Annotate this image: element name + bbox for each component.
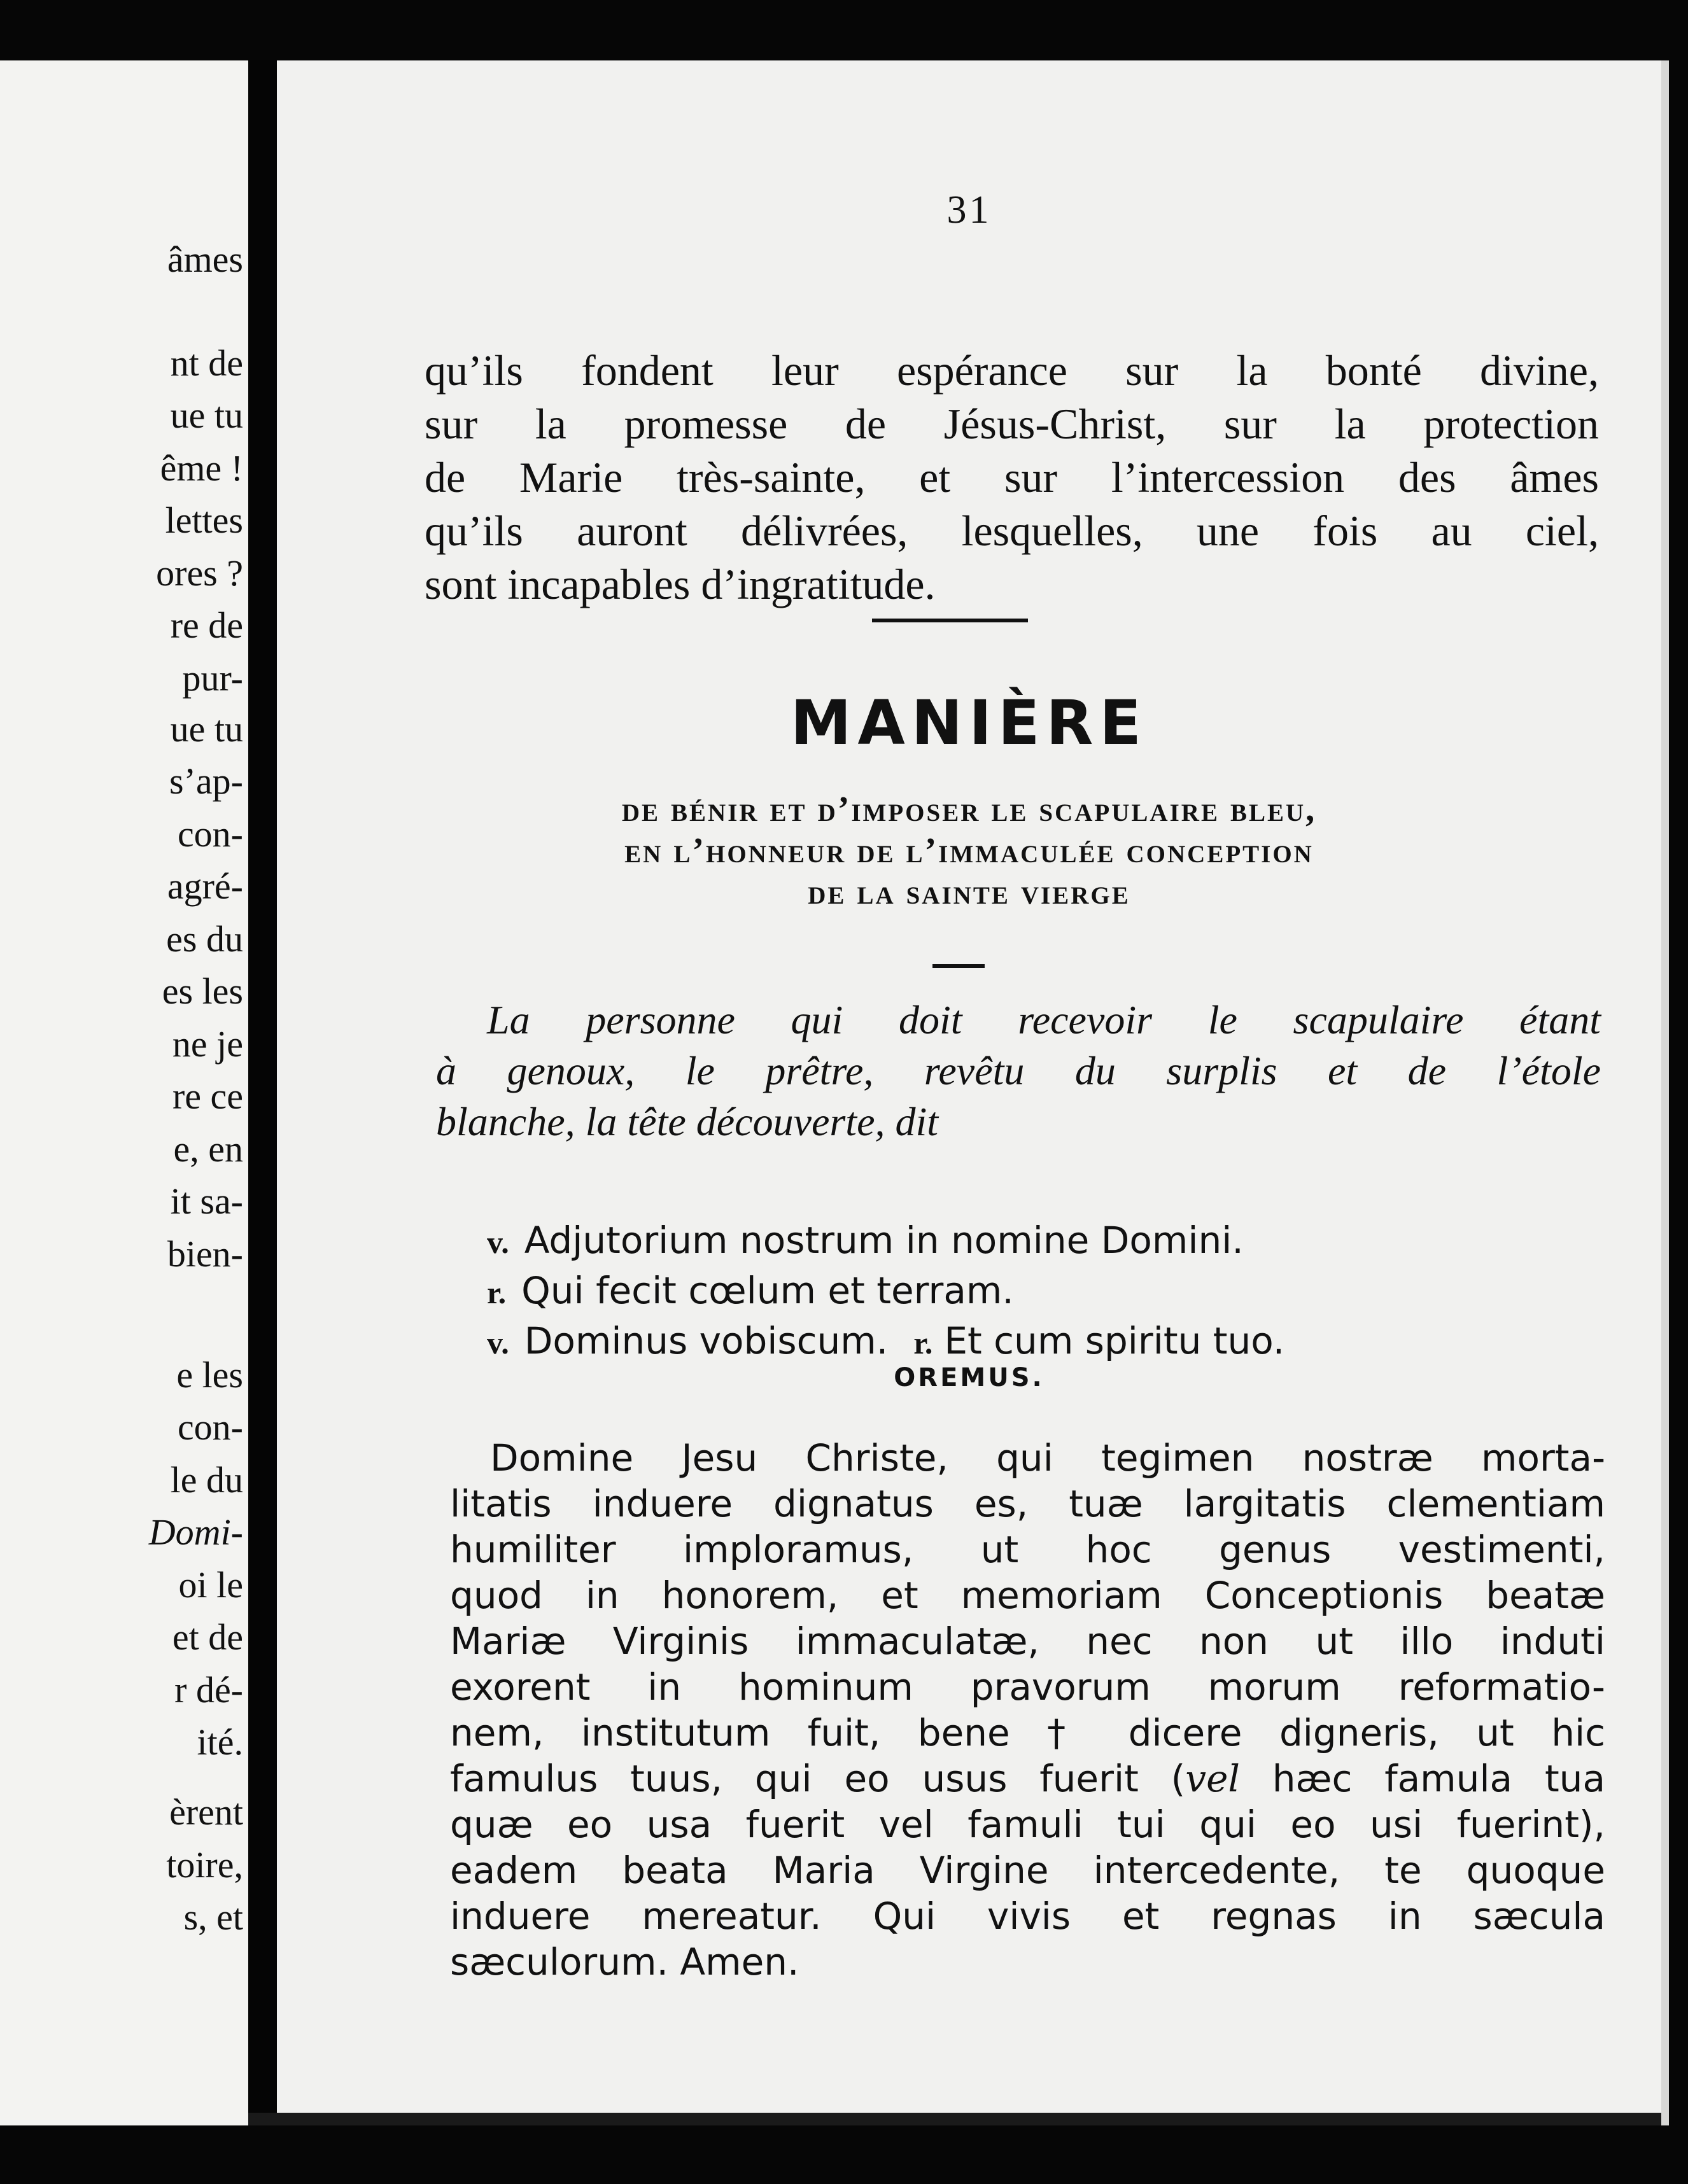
left-page-text-fragment: it sa- (170, 1180, 243, 1222)
intro-line: sont incapables d’ingratitude. (425, 560, 936, 608)
prayer-line: Domine Jesu Christe, qui tegimen nostræ morta- (490, 1436, 1605, 1480)
prayer-line: litatis induere dignatus es, tuæ largitatis clementiam (450, 1482, 1605, 1525)
response-marker: r. (487, 1275, 507, 1310)
oremus-heading: OREMUS. (894, 1363, 1044, 1392)
left-page-text-fragment: e les (176, 1354, 243, 1396)
page-edge (1661, 60, 1669, 2125)
left-page-text-fragment: re de (170, 605, 243, 646)
prayer-text-part: famulus tuus, qui eo usus fuerit ( (450, 1757, 1186, 1800)
left-page-text-fragment: es du (166, 918, 243, 960)
left-page-text-fragment: èrent (169, 1791, 243, 1833)
versicle-line (487, 1217, 1244, 1265)
left-page-text-fragment: r dé- (174, 1669, 243, 1711)
response-marker: r. (913, 1325, 933, 1361)
left-page-text-fragment: âmes (167, 239, 243, 280)
left-page-text-fragment: Domi- (148, 1511, 243, 1553)
book-gutter (248, 60, 277, 2125)
page-number: 31 (946, 188, 992, 232)
left-page-text-fragment: nt de (170, 342, 243, 384)
left-page-text-fragment: agré- (167, 865, 243, 907)
prayer-text-part: hæc famula tua (1239, 1757, 1605, 1800)
prayer-line: nem, institutum fuit, bene † dicere digneris, ut hic (450, 1711, 1605, 1754)
response-text: Qui fecit cœlum et terram. (521, 1269, 1014, 1312)
left-page-text-fragment: ue tu (170, 395, 243, 436)
intro-line: qu’ils fondent leur espérance sur la bonté divine, (425, 346, 1599, 395)
prayer-line: exorent in hominum pravorum morum reformatio- (450, 1665, 1605, 1709)
versicle-marker: v. (487, 1224, 509, 1260)
section-subtitle-line: de la sainte vierge (808, 872, 1130, 912)
left-page-text-fragment: e, en (173, 1128, 243, 1170)
prayer-line: sæculorum. Amen. (450, 1940, 799, 1984)
prayer-line: eadem beata Maria Virgine intercedente, te quoque (450, 1849, 1605, 1892)
versicle-marker: v. (487, 1325, 509, 1361)
left-page-text-fragment: ne je (172, 1023, 243, 1065)
left-page-text-fragment: oi le (178, 1564, 243, 1606)
intro-line: de Marie très-sainte, et sur l’intercession des âmes (425, 453, 1599, 501)
left-page-text-fragment: ité. (197, 1721, 243, 1763)
prayer-line (450, 1756, 1605, 1802)
versicle-text: Adjutorium nostrum in nomine Domini. (524, 1219, 1244, 1262)
prayer-line: Mariæ Virginis immaculatæ, nec non ut illo induti (450, 1620, 1605, 1663)
left-page-text-fragment: et de (172, 1616, 243, 1658)
left-page-text-fragment: le du (170, 1459, 243, 1501)
left-page-text-fragment: pur- (182, 657, 243, 699)
page (277, 60, 1661, 2113)
left-page-fragment (0, 60, 248, 2125)
left-page-text-fragment: s, et (183, 1896, 243, 1938)
left-page-text-fragment: con- (177, 1406, 243, 1448)
rubric-line: blanche, la tête découverte, dit (436, 1099, 939, 1144)
left-page-text-fragment: ue tu (170, 708, 243, 750)
response-line (487, 1268, 1014, 1315)
prayer-italic-word: vel (1185, 1757, 1240, 1800)
left-page-text-fragment: ores ? (156, 552, 243, 594)
section-divider (872, 619, 1028, 622)
left-page-text-fragment: re ce (172, 1075, 243, 1117)
left-page-text-fragment: bien- (167, 1233, 243, 1275)
response-text: Et cum spiritu tuo. (944, 1319, 1285, 1362)
versicle-line (487, 1318, 1284, 1366)
prayer-line: quæ eo usa fuerit vel famuli tui qui eo usi fuerint), (450, 1803, 1605, 1846)
left-page-text-fragment: toire, (166, 1844, 243, 1886)
section-subtitle-line: de bénir et d’imposer le scapulaire bleu, (621, 790, 1317, 829)
intro-line: qu’ils auront délivrées, lesquelles, une fois au ciel, (425, 507, 1599, 555)
left-page-text-fragment: es les (162, 970, 243, 1012)
versicle-text: Dominus vobiscum. (524, 1319, 889, 1362)
section-title: MANIÈRE (791, 687, 1148, 759)
prayer-line: induere mereatur. Qui vivis et regnas in sæcula (450, 1894, 1605, 1938)
short-divider (932, 964, 985, 968)
rubric-line: La personne qui doit recevoir le scapulaire étant (487, 997, 1601, 1042)
left-page-text-fragment: con- (177, 813, 243, 855)
left-page-text-fragment: s’ap- (169, 760, 243, 802)
left-page-text-fragment: lettes (165, 500, 243, 541)
prayer-line: quod in honorem, et memoriam Conceptionis beatæ (450, 1574, 1605, 1617)
intro-line: sur la promesse de Jésus-Christ, sur la protection (425, 400, 1599, 448)
prayer-line: humiliter imploramus, ut hoc genus vestimenti, (450, 1528, 1605, 1571)
left-page-text-fragment: ême ! (160, 447, 243, 489)
section-subtitle-line: en l’honneur de l’immaculée conception (624, 831, 1314, 871)
rubric-line: à genoux, le prêtre, revêtu du surplis et de l’étole (436, 1048, 1601, 1093)
page-bottom-shadow (248, 2113, 1661, 2125)
